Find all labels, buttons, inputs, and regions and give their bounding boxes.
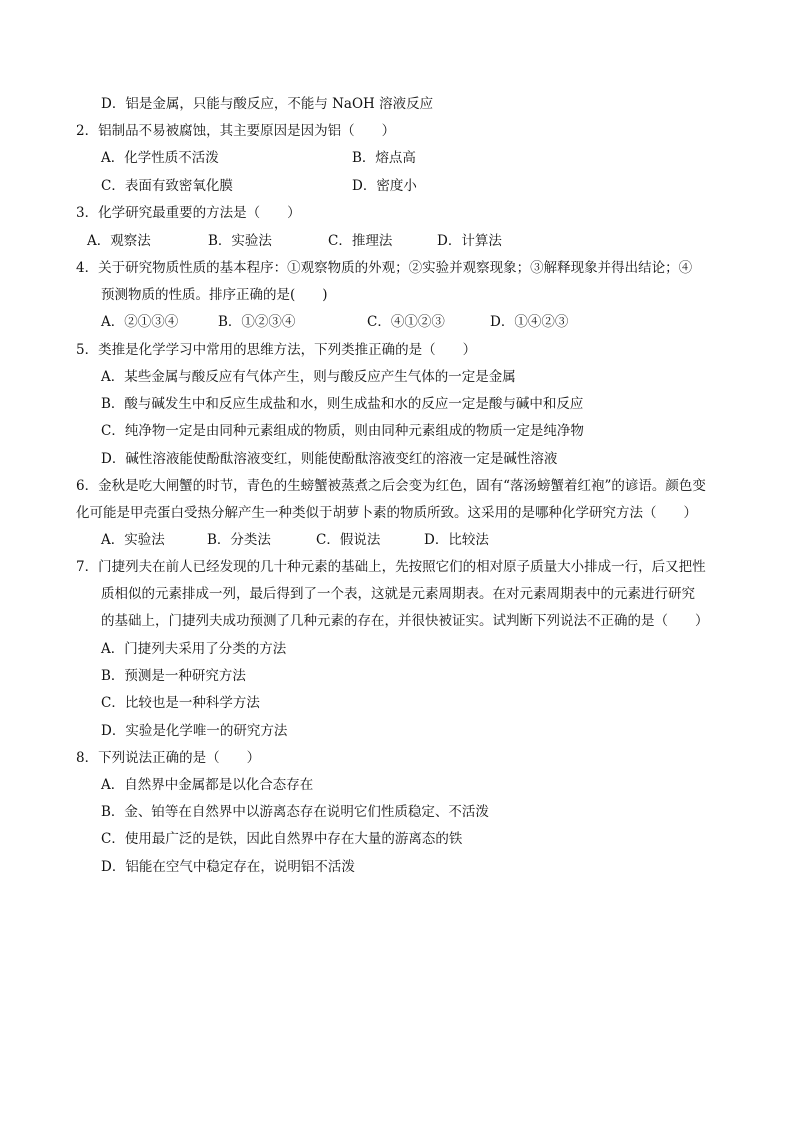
q8-option-d: D．铝能在空气中稳定存在，说明铝不活泼 [101,859,355,875]
q2-option-c: C．表面有致密氧化膜 [101,178,233,194]
q3-option-c: C．推理法 [328,233,393,249]
q5-option-a: A．某些金属与酸反应有气体产生，则与酸反应产生气体的一定是金属 [101,369,516,385]
q7-stem-line3: 的基础上，门捷列夫成功预测了几种元素的存在，并很快被证实。试判断下列说法不正确的是（ ） [101,613,709,629]
q6-option-c: C．假说法 [316,532,381,548]
q4-option-d: D．①④②③ [490,314,569,330]
q2-option-a: A．化学性质不活泼 [101,150,219,166]
q8-option-c: C．使用最广泛的是铁，因此自然界中存在大量的游离态的铁 [101,831,463,847]
q5-stem: 5．类推是化学学习中常用的思维方法，下列类推正确的是（ ） [76,342,477,358]
q2-stem: 2．铝制品不易被腐蚀，其主要原因是因为铝（ ） [76,123,396,139]
q7-option-c: C．比较也是一种科学方法 [101,695,260,711]
q2-option-b: B．熔点高 [352,150,416,166]
q4-stem-line1: 4．关于研究物质性质的基本程序：①观察物质的外观；②实验并观察现象；③解释现象并得出结论；④ [76,260,693,276]
q7-stem-line1: 7．门捷列夫在前人已经发现的几十种元素的基础上，先按照它们的相对原子质量大小排成一行，后又把性 [76,559,706,575]
q6-option-a: A．实验法 [101,532,165,548]
q4-option-b: B．①②③④ [218,314,296,330]
q8-option-b: B．金、铂等在自然界中以游离态存在说明它们性质稳定、不活泼 [101,804,489,820]
q7-option-d: D．实验是化学唯一的研究方法 [101,723,288,739]
q4-option-c: C．④①②③ [367,314,445,330]
q8-stem: 8．下列说法正确的是（ ） [76,750,261,766]
q2-option-d: D．密度小 [352,178,417,194]
q7-option-a: A．门捷列夫采用了分类的方法 [101,641,287,657]
q5-option-c: C．纯净物一定是由同种元素组成的物质，则由同种元素组成的物质一定是纯净物 [101,423,584,439]
q5-option-b: B．酸与碱发生中和反应生成盐和水，则生成盐和水的反应一定是酸与碱中和反应 [101,396,584,412]
q6-stem-line1: 6．金秋是吃大闸蟹的时节，青色的生螃蟹被蒸煮之后会变为红色，固有“落汤螃蟹着红袍”的谚语。颜色变 [76,478,706,494]
q3-option-a: A．观察法 [87,233,151,249]
q3-option-b: B．实验法 [208,233,272,249]
q4-stem-line2: 预测物质的性质。排序正确的是( ) [101,287,328,303]
q1-option-d: D．铝是金属，只能与酸反应，不能与 NaOH 溶液反应 [101,96,434,112]
q6-option-d: D．比较法 [424,532,489,548]
q5-option-d: D．碱性溶液能使酚酞溶液变红，则能使酚酞溶液变红的溶液一定是碱性溶液 [101,451,558,467]
q8-option-a: A．自然界中金属都是以化合态存在 [101,777,314,793]
q7-stem-line2: 质相似的元素排成一列，最后得到了一个表，这就是元素周期表。在对元素周期表中的元素进行研究 [101,586,695,602]
q4-option-a: A．②①③④ [101,314,179,330]
q6-stem-line2: 化可能是甲壳蛋白受热分解产生一种类似于胡萝卜素的物质所致。这采用的是哪种化学研究方法（ ） [76,505,697,521]
q3-stem: 3．化学研究最重要的方法是（ ） [76,205,301,221]
q7-option-b: B．预测是一种研究方法 [101,668,246,684]
q6-option-b: B．分类法 [207,532,271,548]
q3-option-d: D．计算法 [437,233,502,249]
